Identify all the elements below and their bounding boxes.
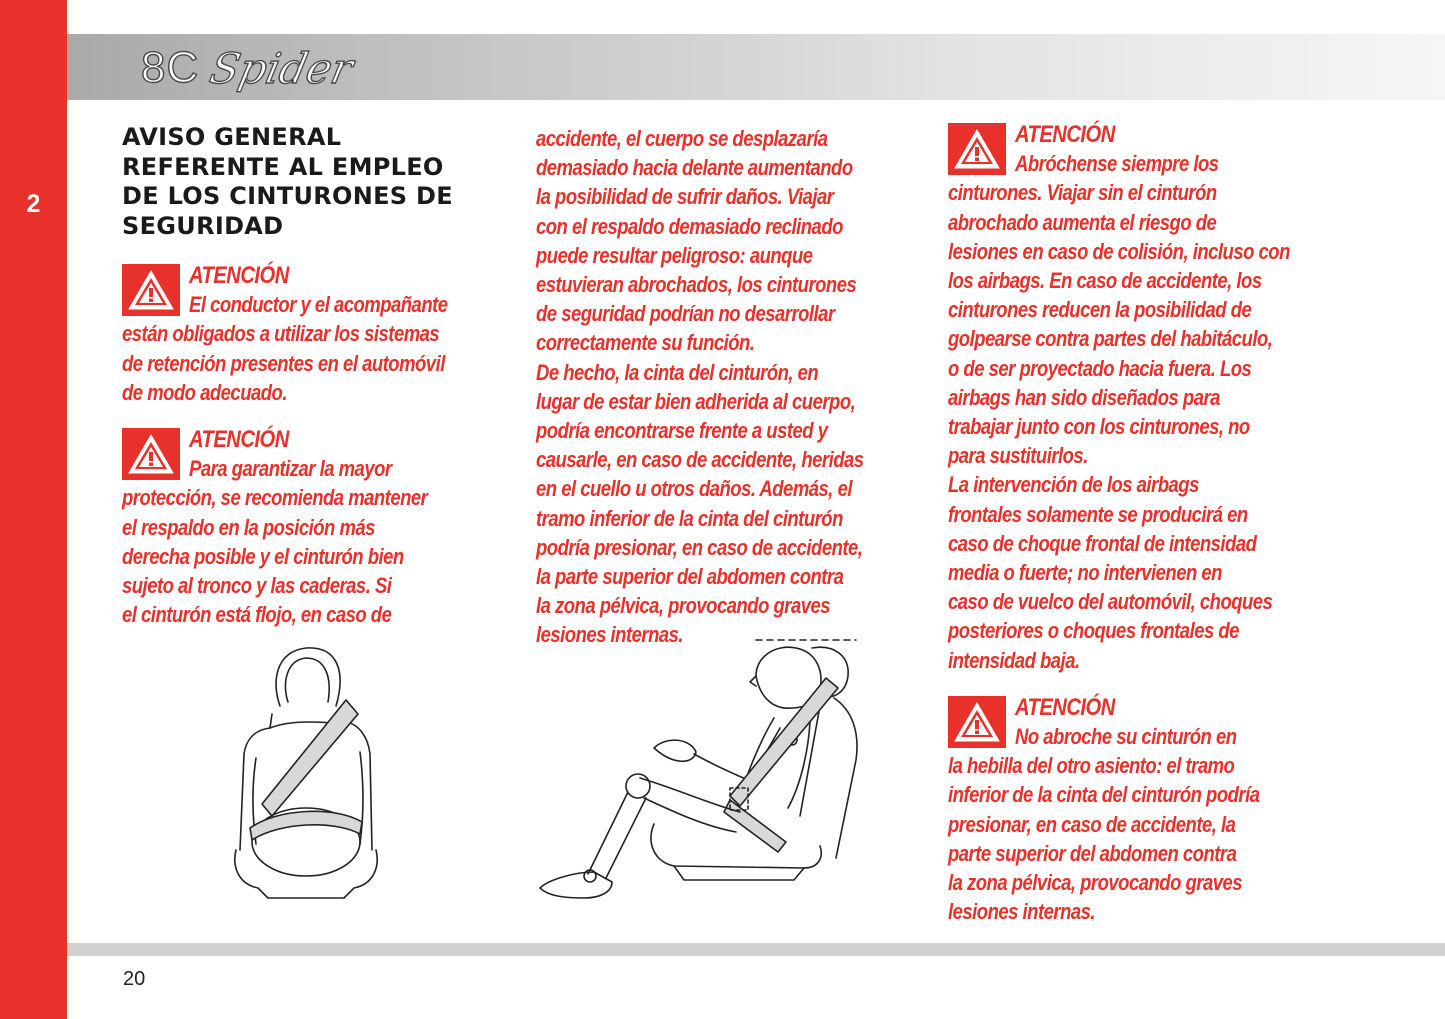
chapter-side-strip bbox=[0, 0, 67, 1019]
text-line: correctamente su función. bbox=[536, 330, 755, 356]
text-line: parte superior del abdomen contra bbox=[948, 840, 1237, 866]
warning-triangle-icon bbox=[948, 123, 1006, 175]
warning-block bbox=[122, 425, 494, 629]
text-line: lesiones internas. bbox=[536, 622, 684, 648]
column-left bbox=[122, 120, 494, 629]
text-line: La intervención de los airbags bbox=[948, 472, 1199, 498]
text-line: tramo inferior de la cinta del cinturón bbox=[536, 505, 843, 531]
title-line: SEGURIDAD bbox=[122, 211, 284, 240]
text-line: puede resultar peligroso: aunque bbox=[536, 242, 813, 268]
text-line: posteriores o choques frontales de bbox=[948, 618, 1239, 644]
text-line: media o fuerte; no intervienen en bbox=[948, 560, 1222, 586]
warning-title: ATENCIÓN bbox=[189, 426, 289, 454]
text-line: lesiones internas. bbox=[948, 899, 1096, 925]
footer-band bbox=[67, 943, 1445, 956]
section-title bbox=[122, 120, 494, 241]
text-line: sujeto al tronco y las caderas. Si bbox=[122, 573, 392, 599]
text-line: accidente, el cuerpo se desplazaría bbox=[536, 126, 828, 151]
warning-text: Abróchense siempre los bbox=[1015, 151, 1219, 177]
page-number: 20 bbox=[123, 968, 146, 990]
text-line: de retención presentes en el automóvil bbox=[122, 350, 445, 376]
text-line: para sustituirlos. bbox=[948, 443, 1088, 469]
text-line: intensidad baja. bbox=[948, 647, 1080, 673]
text-line: derecha posible y el cinturón bien bbox=[122, 543, 404, 569]
warning-body bbox=[122, 483, 434, 629]
text-line: trabajar junto con los cinturones, no bbox=[948, 414, 1250, 440]
warning-body bbox=[122, 319, 445, 407]
warning-title: ATENCIÓN bbox=[1015, 121, 1115, 148]
text-line: presionar, en caso de accidente, la bbox=[948, 811, 1236, 837]
logo-script: Spider bbox=[206, 43, 358, 93]
warning-text: No abroche su cinturón en bbox=[1015, 724, 1237, 750]
text-line: estuvieran abrochados, los cinturones bbox=[536, 272, 857, 298]
text-line: lugar de estar bien adherida al cuerpo, bbox=[536, 388, 856, 414]
text-line: lesiones en caso de colisión, incluso con bbox=[948, 238, 1290, 264]
text-line: la parte superior del abdomen contra bbox=[536, 564, 844, 590]
text-line: podría encontrarse frente a usted y bbox=[536, 418, 828, 444]
text-line: de modo adecuado. bbox=[122, 379, 287, 405]
warning-body bbox=[948, 178, 1290, 674]
text-line: están obligados a utilizar los sistemas bbox=[122, 321, 440, 347]
title-line: REFERENTE AL EMPLEO bbox=[122, 152, 444, 181]
text-line: en el cuello u otros daños. Además, el bbox=[536, 476, 852, 502]
warning-body bbox=[948, 751, 1267, 926]
text-line: frontales solamente se producirá en bbox=[948, 501, 1248, 527]
text-line: la hebilla del otro asiento: el tramo bbox=[948, 753, 1235, 779]
column-middle bbox=[536, 120, 908, 650]
body-paragraph bbox=[536, 120, 864, 650]
text-line: o de ser proyectado hacia fuera. Los bbox=[948, 355, 1252, 381]
model-logo bbox=[141, 40, 358, 96]
text-line: De hecho, la cinta del cinturón, en bbox=[536, 359, 819, 385]
title-line: DE LOS CINTURONES DE bbox=[122, 182, 453, 210]
text-line: de seguridad podrían no desarrollar bbox=[536, 301, 835, 327]
text-line: el cinturón está flojo, en caso de bbox=[122, 602, 392, 628]
warning-title: ATENCIÓN bbox=[1015, 693, 1115, 721]
logo-model: 8C bbox=[141, 43, 200, 92]
warning-text: Para garantizar la mayor bbox=[189, 456, 392, 482]
text-line: cinturones reducen la posibilidad de bbox=[948, 297, 1252, 323]
warning-triangle-icon bbox=[122, 264, 180, 316]
text-line: protección, se recomienda mantener bbox=[122, 485, 428, 511]
text-line: demasiado hacia delante aumentando bbox=[536, 155, 853, 181]
warning-block bbox=[122, 261, 494, 407]
text-line: con el respaldo demasiado reclinado bbox=[536, 213, 843, 239]
text-line: golpearse contra partes del habitáculo, bbox=[948, 326, 1273, 352]
warning-text: El conductor y el acompañante bbox=[189, 292, 448, 318]
text-line: cinturones. Viajar sin el cinturón bbox=[948, 180, 1217, 206]
text-line: inferior de la cinta del cinturón podría bbox=[948, 782, 1260, 808]
chapter-number: 2 bbox=[26, 190, 41, 218]
column-right bbox=[948, 120, 1328, 926]
text-line: el respaldo en la posición más bbox=[122, 514, 375, 540]
text-line: podría presionar, en caso de accidente, bbox=[536, 534, 863, 560]
warning-block bbox=[948, 120, 1328, 675]
text-line: los airbags. En caso de accidente, los bbox=[948, 268, 1262, 294]
warning-triangle-icon bbox=[122, 428, 180, 480]
warning-title: ATENCIÓN bbox=[189, 262, 289, 289]
seatbelt-side-illustration bbox=[534, 636, 864, 906]
text-line: caso de vuelco del automóvil, choques bbox=[948, 589, 1273, 615]
text-line: la zona pélvica, provocando graves bbox=[536, 593, 831, 619]
text-line: la zona pélvica, provocando graves bbox=[948, 870, 1243, 896]
title-line: AVISO GENERAL bbox=[122, 123, 342, 151]
text-line: airbags han sido diseñados para bbox=[948, 384, 1220, 410]
text-line: abrochado aumenta el riesgo de bbox=[948, 209, 1217, 235]
warning-triangle-icon bbox=[948, 696, 1006, 748]
warning-block bbox=[948, 693, 1328, 927]
seatbelt-front-illustration bbox=[228, 644, 380, 900]
text-line: causarle, en caso de accidente, heridas bbox=[536, 447, 864, 473]
text-line: la posibilidad de sufrir daños. Viajar bbox=[536, 184, 834, 210]
text-line: caso de choque frontal de intensidad bbox=[948, 530, 1257, 556]
